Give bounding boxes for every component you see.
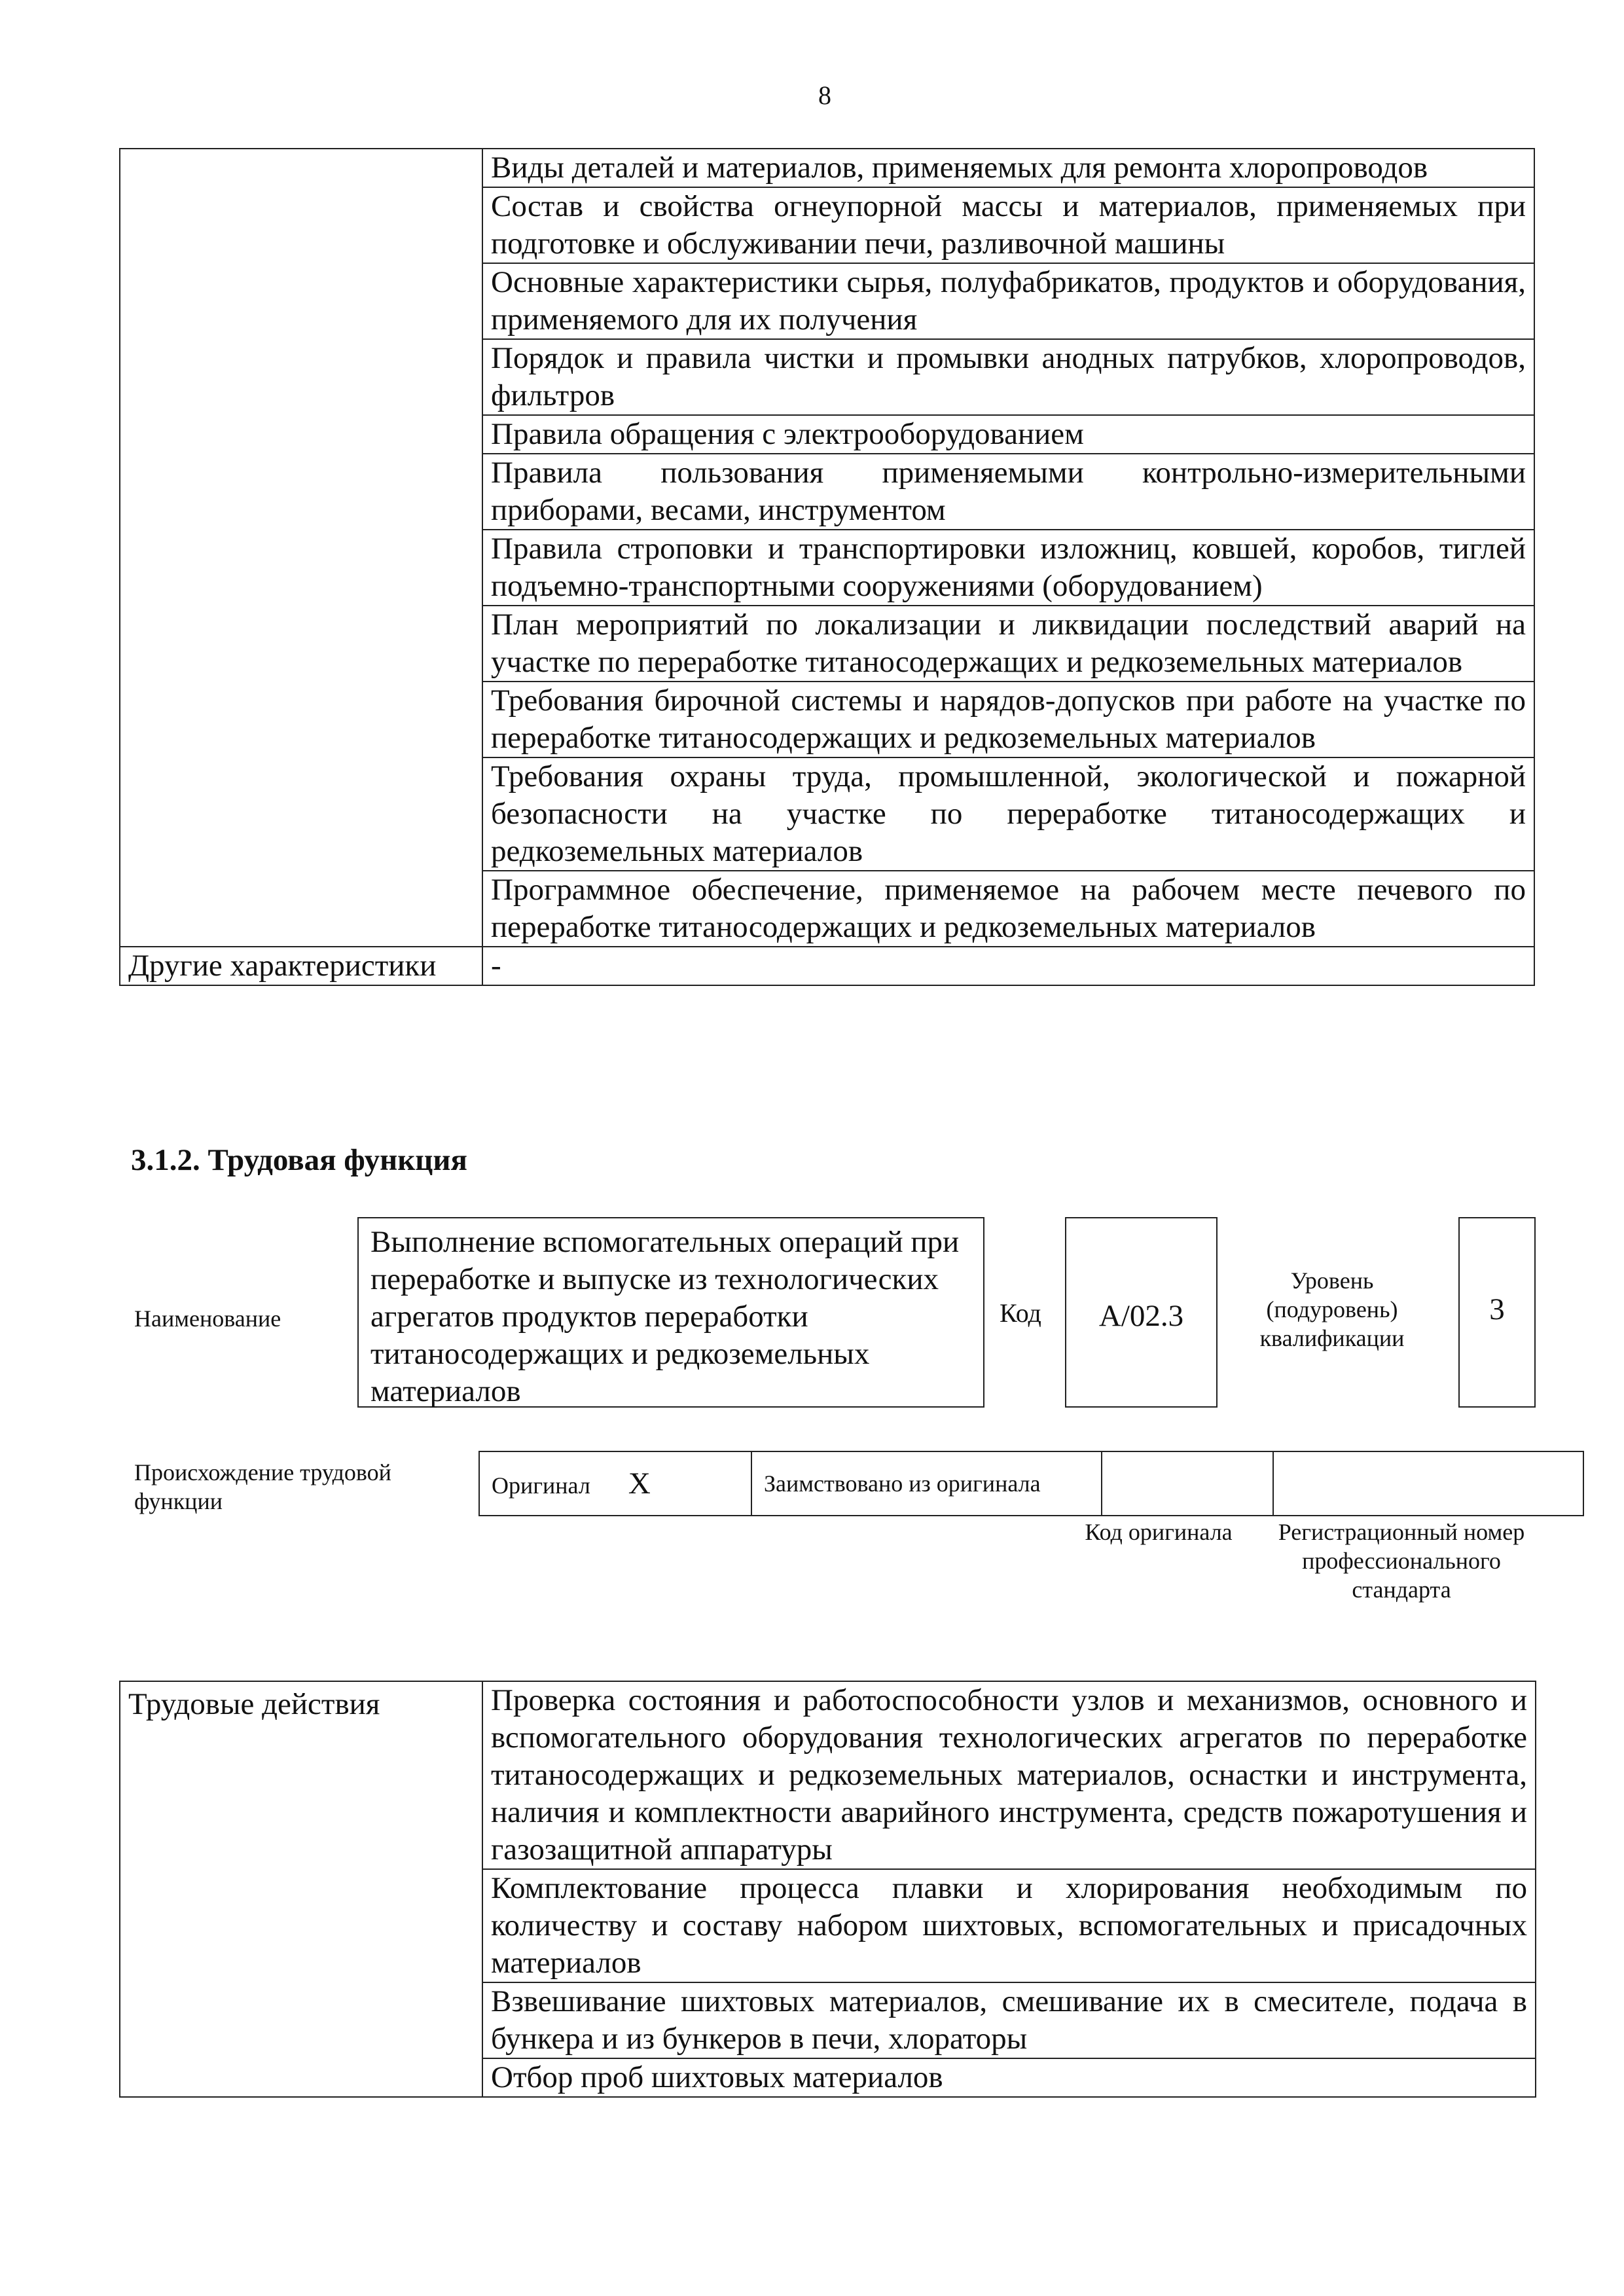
other-characteristics-label: Другие характеристики: [120, 947, 482, 985]
knowledge-item: Правила пользования применяемыми контрольно-измерительными приборами, весами, инструментом: [482, 454, 1534, 530]
origin-label: Происхождение трудовой функции: [134, 1459, 391, 1514]
other-characteristics-value: -: [482, 947, 1534, 985]
original-label: Оригинал: [492, 1472, 590, 1499]
labor-action-item: Комплектование процесса плавки и хлорирования необходимым по количеству и составу набором шихтовых, вспомогательных и присадочных материалов: [482, 1869, 1536, 1982]
knowledge-table: [119, 148, 1535, 986]
labor-actions-label: Трудовые действия: [120, 1681, 482, 2097]
labor-action-item: Взвешивание шихтовых материалов, смешивание их в смесителе, подача в бункера и из бункеров в печи, хлораторы: [482, 1982, 1536, 2058]
original-mark: X: [628, 1467, 651, 1501]
origin-table: [478, 1451, 1584, 1516]
function-name-box: Выполнение вспомогательных операций при переработке и выпуске из технологических агрегатов продуктов переработки титаносодержащих и редкоземельных материалов: [357, 1217, 984, 1408]
section-title: 3.1.2. Трудовая функция: [131, 1143, 467, 1177]
name-label: Наименование: [134, 1305, 281, 1332]
knowledge-label-cell: [120, 149, 482, 947]
labor-actions-table: [119, 1681, 1536, 2098]
level-value-box: 3: [1458, 1217, 1536, 1408]
page-number: 8: [818, 81, 831, 110]
original-code-cell: [1102, 1451, 1273, 1516]
original-cell: [479, 1451, 751, 1516]
knowledge-item: Программное обеспечение, применяемое на рабочем месте печевого по переработке титаносодержащих и редкоземельных материалов: [482, 871, 1534, 947]
code-value-box: А/02.3: [1065, 1217, 1218, 1408]
code-label: Код: [1000, 1298, 1041, 1328]
knowledge-item: Основные характеристики сырья, полуфабрикатов, продуктов и оборудования, применяемого для их получения: [482, 263, 1534, 339]
registration-number-cell: [1273, 1451, 1583, 1516]
knowledge-item: Состав и свойства огнеупорной массы и материалов, применяемых при подготовке и обслуживании печи, разливочной машины: [482, 187, 1534, 263]
knowledge-item: Требования охраны труда, промышленной, экологической и пожарной безопасности на участке по переработке титаносодержащих и редкоземельных материалов: [482, 757, 1534, 871]
knowledge-item: Виды деталей и материалов, применяемых для ремонта хлоропроводов: [482, 149, 1534, 187]
original-code-caption: Код оригинала: [1085, 1519, 1233, 1545]
knowledge-item: Порядок и правила чистки и промывки анодных патрубков, хлоропроводов, фильтров: [482, 339, 1534, 415]
labor-action-item: Отбор проб шихтовых материалов: [482, 2058, 1536, 2097]
labor-action-item: Проверка состояния и работоспособности узлов и механизмов, основного и вспомогательного оборудования технологических агрегатов по переработке титаносодержащих и редкоземельных материалов, оснастки и инструмента, наличия и комплектности аварийного инструмента, средств пожаротушения и газозащитной аппаратуры: [482, 1681, 1536, 1869]
knowledge-item: Правила обращения с электрооборудованием: [482, 415, 1534, 454]
knowledge-item: План мероприятий по локализации и ликвидации последствий аварий на участке по переработке титаносодержащих и редкоземельных материалов: [482, 606, 1534, 682]
knowledge-item: Правила строповки и транспортировки изложниц, ковшей, коробов, тиглей подъемно-транспортными сооружениями (оборудованием): [482, 530, 1534, 606]
borrowed-cell: Заимствовано из оригинала: [751, 1451, 1102, 1516]
knowledge-item: Требования бирочной системы и нарядов-допусков при работе на участке по переработке титаносодержащих и редкоземельных материалов: [482, 682, 1534, 757]
level-label: Уровень (подуровень) квалификации: [1259, 1267, 1405, 1351]
registration-number-caption: Регистрационный номер профессионального стандарта: [1278, 1519, 1525, 1603]
